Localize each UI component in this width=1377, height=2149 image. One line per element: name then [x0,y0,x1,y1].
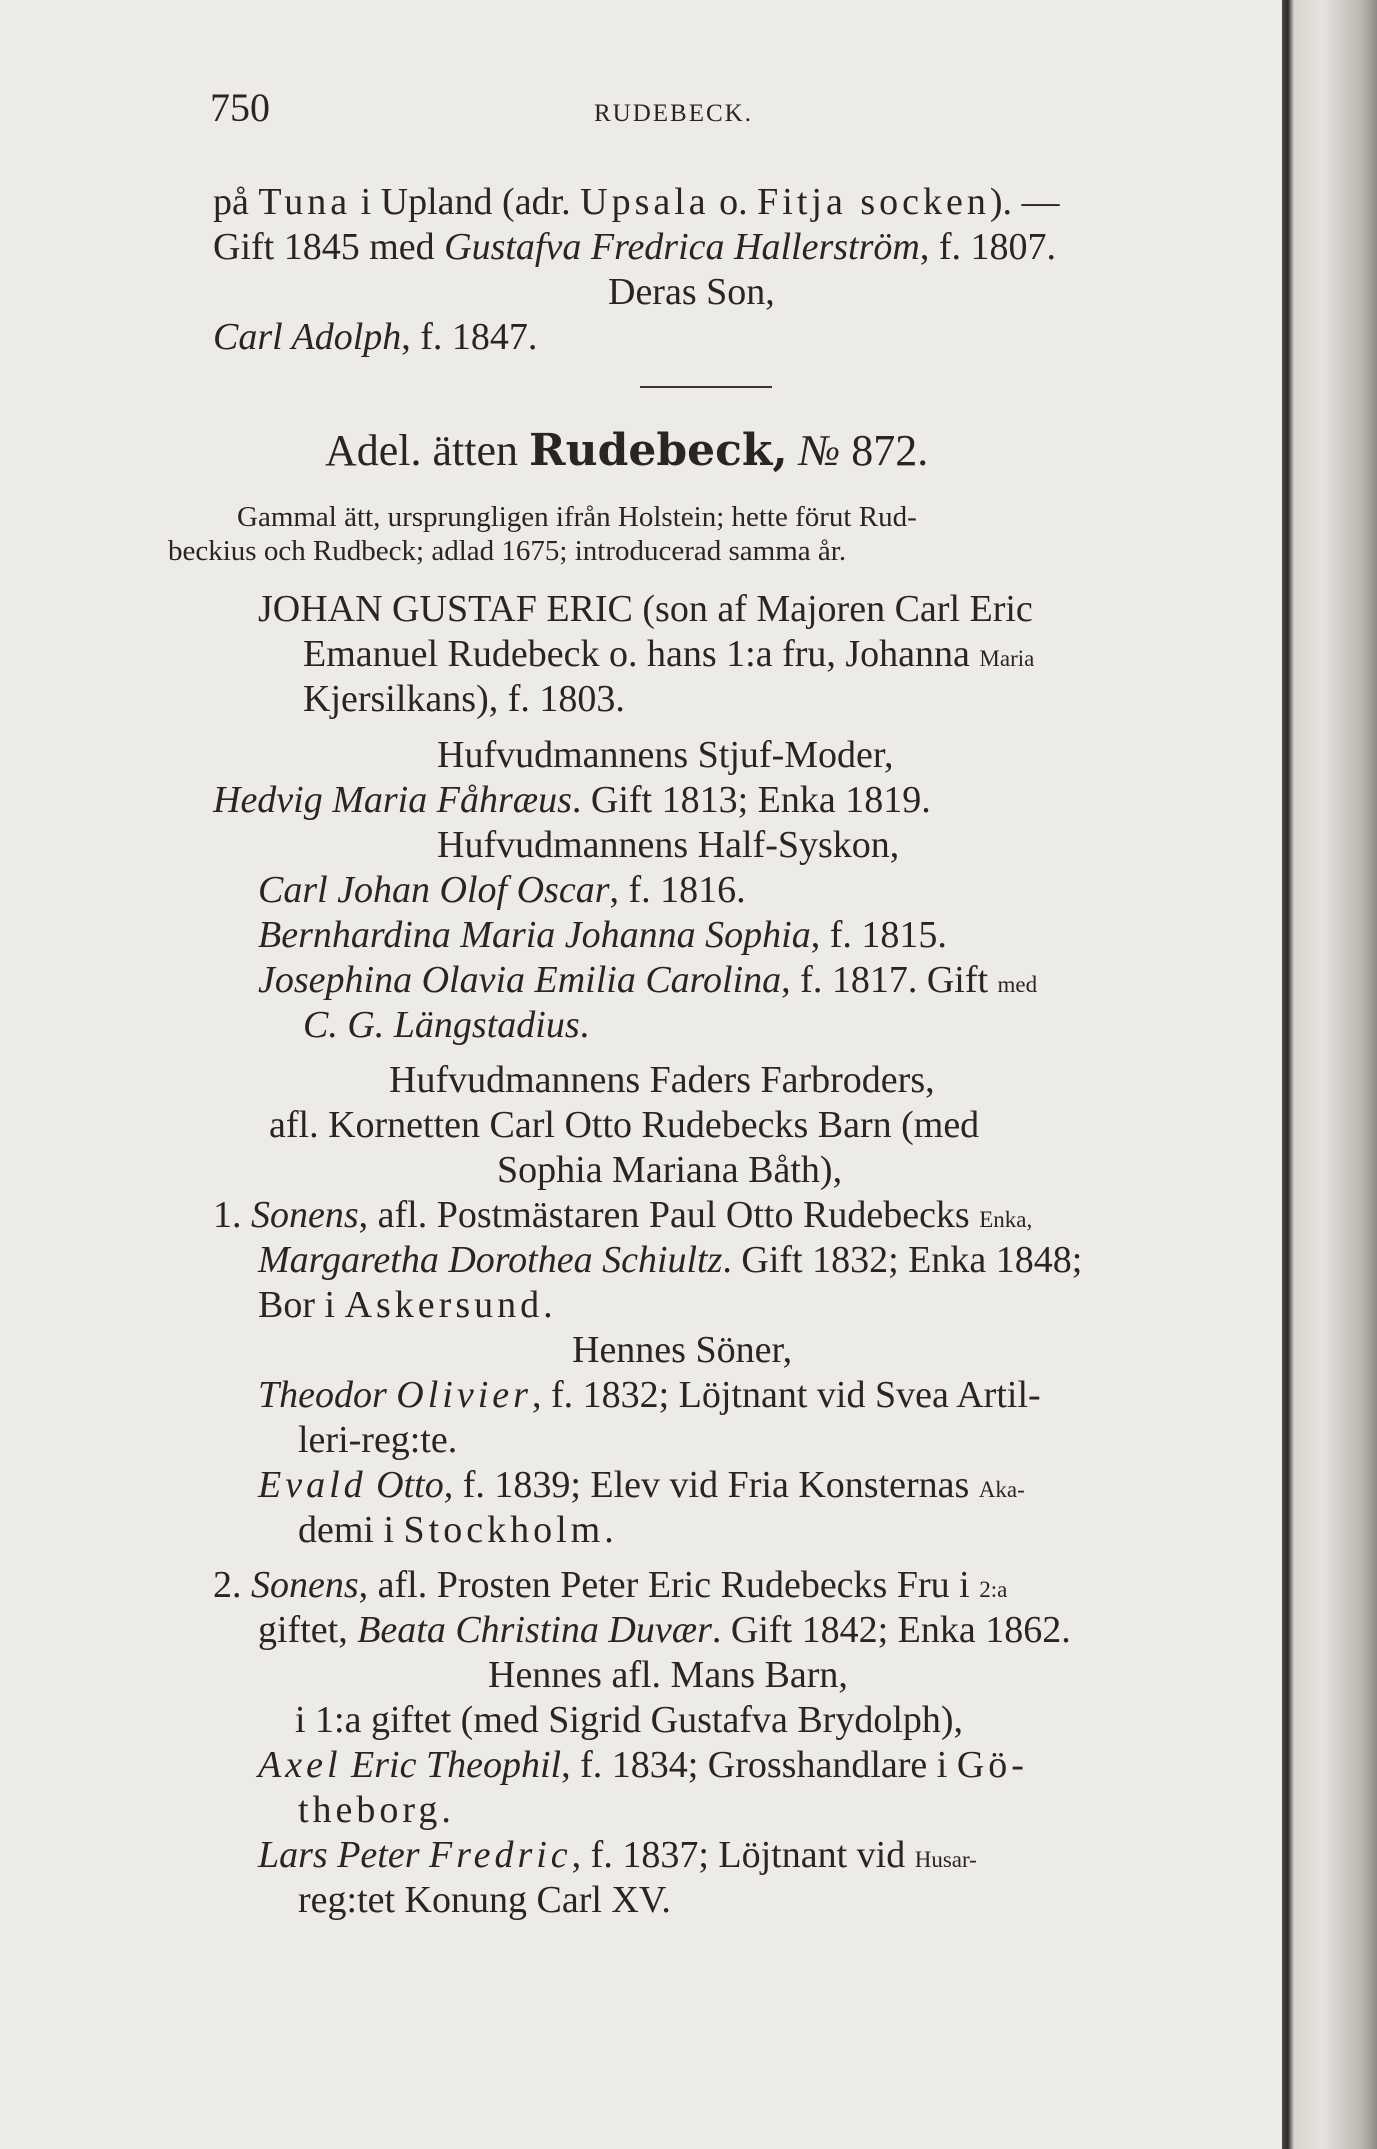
text-run: Adel. ätten [325,426,530,475]
text-line [213,1193,1032,1242]
text-run: , f. 1815. [810,914,947,956]
text-run: giftet, [258,1609,358,1651]
text-line [258,1833,977,1882]
text-line [572,1328,792,1372]
text-run: Bernhardina Maria Johanna Sophia [258,914,811,956]
text-run: C. G. Längstadius [303,1004,580,1046]
text-run: ). — [989,181,1060,223]
text-run: leri-reg:te. [298,1419,458,1461]
text-run: Hennes afl. Mans Barn, [488,1654,848,1696]
text-run: . Gift 1832; Enka 1848; [722,1239,1083,1281]
text-line [258,1463,1025,1512]
text-run: Kjersilkans), f. 1803. [303,678,625,720]
text-line [258,958,1037,1007]
text-run: o. [709,181,758,223]
text-run: Josephina Olavia Emilia Carolina [258,959,782,1001]
text-line [298,1418,457,1462]
text-run: Evald [258,1464,367,1506]
text-run: 1. [213,1194,251,1236]
text-line [213,315,537,359]
text-run: , f. 1847. [401,316,538,358]
text-run: Askersund [344,1284,544,1326]
text-run: 872. [840,426,929,475]
separator-rule [640,386,772,388]
text-run: Lars Peter [258,1834,429,1876]
text-run: Fredric [429,1834,572,1876]
text-run: Margaretha Dorothea Schiultz [258,1239,723,1281]
text-run: Hedvig Maria Fåhræus [213,779,572,821]
page-number: 750 [210,85,270,130]
text-run: Stockholm [403,1509,605,1551]
text-run: Rudebeck, [529,425,788,476]
text-line [213,1563,1007,1612]
text-run: f. 1839; Elev vid Fria Konsternas [453,1464,979,1506]
text-run: , f. 1837; Löjtnant vid [571,1834,915,1876]
text-line [258,1238,1082,1282]
text-run: , f. 1817. Gift [781,959,998,1001]
text-run: , afl. Postmästaren Paul Otto Rudebecks [358,1194,980,1236]
book-gutter [1282,0,1377,2149]
text-run: Enka, [979,1207,1033,1232]
text-run: demi i [298,1509,404,1551]
text-line [258,913,947,957]
text-run: 2. [213,1564,251,1606]
text-run: , f. 1816. [609,869,746,911]
text-line [298,1508,614,1552]
text-line [295,1698,963,1742]
text-run: Sonens [251,1564,359,1606]
text-run: Emanuel Rudebeck o. hans 1:a fru, Johanna [303,633,980,675]
text-line [213,180,1060,224]
text-run: Maria [979,646,1035,671]
text-line [258,1743,1028,1787]
text-run: med [997,972,1038,997]
text-line [213,225,1056,269]
text-run: Beata Christina Duvær [357,1609,712,1651]
text-run: Deras Son, [608,271,775,313]
text-run: Axel [258,1744,342,1786]
text-run: . Gift 1842; Enka 1862. [711,1609,1071,1651]
text-run: . [604,1509,614,1551]
text-run: Olivier [396,1374,532,1416]
text-run: Hufvudmannens Faders Farbroders, [389,1059,935,1101]
text-run: 2:a [979,1577,1008,1602]
text-line [258,1608,1071,1652]
text-line [269,1103,979,1147]
text-run: i Upland (adr. [351,181,581,223]
text-run: , f. 1807. [919,226,1056,268]
text-run: Gö- [956,1744,1028,1786]
running-title: RUDEBECK. [594,100,753,127]
text-line [303,632,1034,681]
text-run: Bor i [258,1284,345,1326]
text-run: beckius och Rudbeck; adlad 1675; introducerad samma år. [168,535,847,567]
text-run: . [441,1789,451,1831]
text-line [237,500,917,534]
text-run: JOHAN GUSTAF ERIC (son af Majoren Carl Eric [258,588,1033,630]
text-run: № [798,426,841,475]
text-run: theborg [298,1789,442,1831]
text-run: . [543,1284,553,1326]
text-run: Gustafva Fredrica Hallerström [444,226,920,268]
text-run: Hufvudmannens Stjuf-Moder, [437,734,894,776]
text-line [437,823,899,867]
text-run: Fitja socken [757,181,990,223]
text-run: i 1:a giftet (med Sigrid Gustafva Brydolph), [295,1699,964,1741]
text-run: Otto, [366,1464,454,1506]
text-line [437,733,894,777]
text-run: Carl Johan Olof Oscar [258,869,610,911]
text-run: Hufvudmannens Half-Syskon, [437,824,900,866]
text-run: på [213,181,259,223]
text-run: Aka- [978,1477,1025,1502]
text-run: Husar- [914,1847,977,1872]
family-heading [325,426,928,476]
text-line [168,534,846,568]
text-line [389,1058,935,1102]
text-run: Tuna [258,181,352,223]
text-run [788,426,799,475]
text-run: , afl. Prosten Peter Eric Rudebecks Fru i [358,1564,980,1606]
text-run: afl. Kornetten Carl Otto Rudebecks Barn (med [269,1104,980,1146]
text-line [258,868,746,912]
text-line [303,1003,589,1047]
text-line [213,778,931,822]
text-line [497,1148,842,1192]
text-run: reg:tet Konung Carl XV. [298,1879,671,1921]
text-line [608,270,775,314]
text-run: Theodor [258,1374,397,1416]
text-run: . Gift 1813; Enka 1819. [571,779,931,821]
text-run: Sonens [251,1194,359,1236]
text-run: Eric Theophil [341,1744,562,1786]
text-line [298,1788,451,1832]
text-run: Gammal ätt, ursprungligen ifrån Holstein; hette förut Rud- [237,501,917,533]
text-line [258,587,1033,631]
text-run: , f. 1834; Grosshandlare i [561,1744,957,1786]
text-line [258,1373,1041,1417]
text-run: Carl Adolph [213,316,402,358]
text-line [303,677,625,721]
text-run: Hennes Söner, [572,1329,793,1371]
text-run: , f. 1832; Löjtnant vid Svea Artil- [531,1374,1041,1416]
text-run: . [579,1004,590,1046]
text-line [488,1653,848,1697]
text-run: Upsala [580,181,710,223]
text-run: Sophia Mariana Båth), [497,1149,843,1191]
text-run: Gift 1845 med [213,226,445,268]
text-line [258,1283,553,1327]
text-line [298,1878,671,1922]
